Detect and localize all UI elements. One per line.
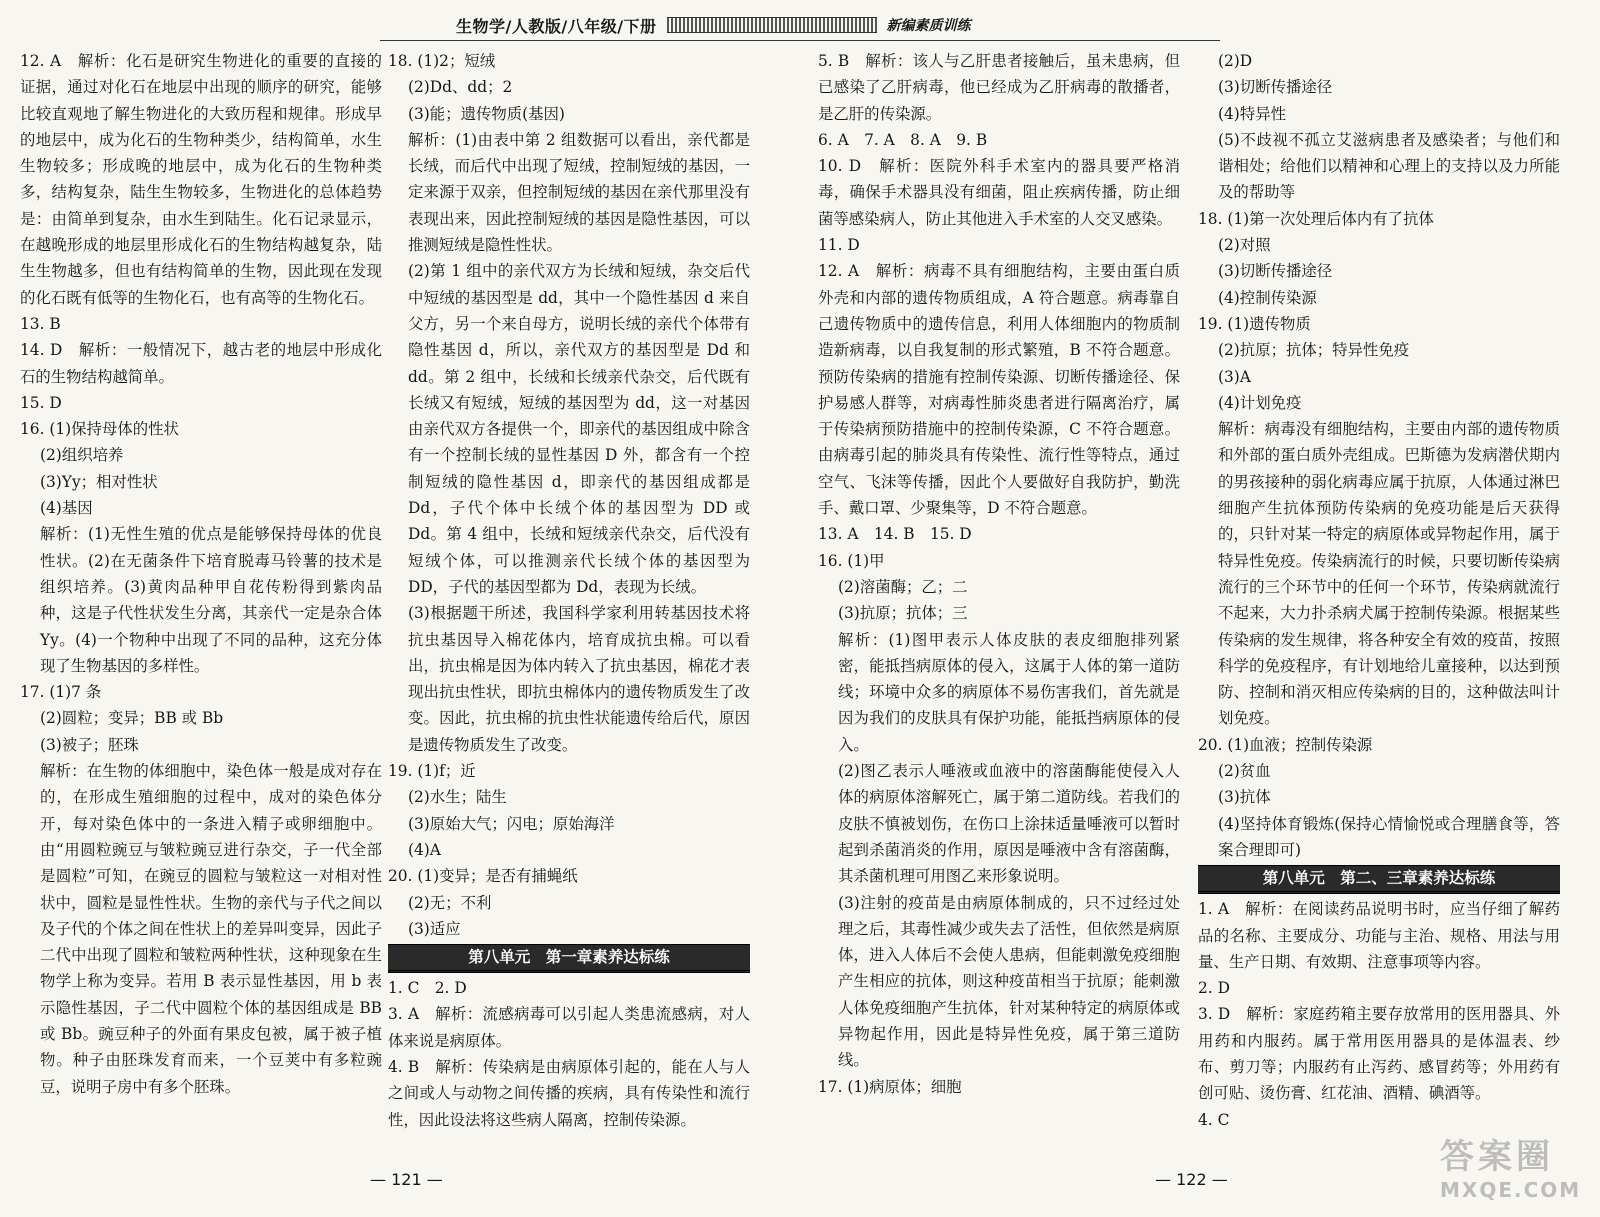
answer-line: 17. (1)7 条 bbox=[20, 683, 102, 702]
answer-line: 16. (1)甲 bbox=[818, 551, 885, 570]
column-3 bbox=[818, 48, 1180, 1100]
answer-line: 解析：(1)图甲表示人体皮肤的表皮细胞排列紧密，能抵挡病原体的侵入，这属于人体的第一道防线；环境中众多的病原体不易伤害我们，首先就是因为我们的皮肤具有保护功能，能抵挡病原体的侵入。 bbox=[838, 630, 1180, 754]
answer-line: 12. A 解析：化石是研究生物进化的重要的直接的证据，通过对化石在地层中出现的顺序的研究，能够比较直观地了解生物进化的大致历程和规律。形成早的地层中，成为化石的生物种类少，结构简单，水生生物较多；形成晚的地层中，成为化石的生物种类多，结构复杂，陆生生物较多，生物进化的总体趋势是：由简单到复杂，由水生到陆生。化石记录显示，在越晚形成的地层里形成化石的生物结构越复杂，陆生生物越多，但也有结构简单的生物，因此现在发现的化石既有低等的生物化石，也有高等的生物化石。 bbox=[20, 52, 382, 307]
answer-line: (2)水生；陆生 bbox=[408, 788, 507, 807]
answer-line: 19. (1)f；近 bbox=[388, 762, 476, 781]
answer-line: (3)原始大气；闪电；原始海洋 bbox=[408, 814, 615, 833]
answer-line: (3)根据题干所述，我国科学家利用转基因技术将抗虫基因导入棉花体内，培育成抗虫棉。可以看出，抗虫棉是因为体内转入了抗虫基因，棉花才表现出抗虫性状，即抗虫棉体内的遗传物质发生了改变。因此，抗虫棉的抗虫性状能遗传给后代，原因是遗传物质发生了改变。 bbox=[408, 604, 750, 754]
answer-line: 解析：病毒没有细胞结构，主要由内部的遗传物质和外部的蛋白质外壳组成。巴斯德为发病潜伏期内的男孩接种的弱化病毒应属于抗原，人体通过淋巴细胞产生抗体预防传染病的免疫功能是后天获得的，只针对某一特定的病原体或异物起作用，属于特异性免疫。传染病流行的时候，只要切断传染病流行的三个环节中的任何一个环节，传染病就流行不起来，大力扑杀病犬属于控制传染源。根据某些传染病的发生规律，将各种安全有效的疫苗，按照科学的免疫程序，有计划地给儿童接种，以达到预防、控制和消灭相应传染病的目的，这种做法叫计划免疫。 bbox=[1218, 420, 1560, 728]
answer-line: (2)无；不利 bbox=[408, 893, 492, 912]
answer-line: 4. C bbox=[1198, 1110, 1230, 1129]
answer-line: (4)计划免疫 bbox=[1218, 393, 1302, 412]
column-2 bbox=[388, 48, 750, 1133]
answer-line: (2)圆粒；变异；BB 或 Bb bbox=[40, 709, 224, 728]
answer-line: (2)图乙表示人唾液或血液中的溶菌酶能使侵入人体的病原体溶解死亡，属于第二道防线。若我们的皮肤不慎被划伤，在伤口上涂抹适量唾液可以暂时起到杀菌消炎的作用，原因是唾液中含有溶菌酶，其杀菌机理可用图乙来形象说明。 bbox=[838, 762, 1180, 886]
column-4 bbox=[1198, 48, 1560, 1133]
answer-line: 19. (1)遗传物质 bbox=[1198, 314, 1311, 333]
answer-line: 11. D bbox=[818, 236, 860, 255]
answer-line: (2)抗原；抗体；特异性免疫 bbox=[1218, 341, 1410, 360]
section-heading: 第八单元 第二、三章素养达标练 bbox=[1198, 865, 1560, 894]
watermark-logo bbox=[1440, 1129, 1590, 1209]
answer-line: (3)Yy；相对性状 bbox=[40, 472, 158, 491]
answer-line: (2)D bbox=[1218, 52, 1253, 70]
section-heading: 第八单元 第一章素养达标练 bbox=[388, 944, 750, 973]
answer-line: 2. D bbox=[1198, 979, 1230, 998]
answer-line: 5. B 解析：该人与乙肝患者接触后，虽未患病，但已感染了乙肝病毒，他已经成为乙肝病毒的散播者，是乙肝的传染源。 bbox=[818, 52, 1180, 123]
answer-line: 18. (1)第一次处理后体内有了抗体 bbox=[1198, 209, 1434, 228]
header-decoration bbox=[667, 17, 877, 33]
series-brand: 新编素质训练 bbox=[886, 18, 971, 34]
answer-line: 10. D 解析：医院外科手术室内的器具要严格消毒，确保手术器具没有细菌，阻止疾病传播，防止细菌等感染病人，防止其他进入手术室的人交叉感染。 bbox=[818, 157, 1180, 228]
answer-line: (4)坚持体育锻炼(保持心情愉悦或合理膳食等，答案合理即可) bbox=[1218, 814, 1560, 859]
answer-line: (3)切断传播途径 bbox=[1218, 262, 1333, 281]
answer-line: (3)被子；胚珠 bbox=[40, 735, 139, 754]
answer-line: (2)Dd、dd；2 bbox=[408, 78, 513, 97]
answer-line: (2)对照 bbox=[1218, 236, 1271, 255]
page-number-right: — 122 — bbox=[1155, 1170, 1228, 1189]
page-header bbox=[456, 12, 1066, 38]
answer-line: (2)溶菌酶；乙；二 bbox=[838, 577, 968, 596]
answer-line: (4)基因 bbox=[40, 499, 93, 518]
answer-line: 3. A 解析：流感病毒可以引起人类患流感病，对人体来说是病原体。 bbox=[388, 1005, 750, 1050]
answer-line: 13. A 14. B 15. D bbox=[818, 525, 972, 544]
answer-line: (3)切断传播途径 bbox=[1218, 78, 1333, 97]
answer-line: 解析：在生物的体细胞中，染色体一般是成对存在的，在形成生殖细胞的过程中，成对的染色体分开，每对染色体中的一条进入精子或卵细胞中。由“用圆粒豌豆与皱粒豌豆进行杂交，子一代全部是圆粒”可知，在豌豆的圆粒与皱粒这一对相对性状中，圆粒是显性性状。生物的亲代与子代之间以及子代的个体之间在性状上的差异叫变异，因此子二代中出现了圆粒和皱粒两种性状，这种现象在生物学上称为变异。若用 B 表示显性基因，用 b 表示隐性基因，子二代中圆粒个体的基因组成是 BB 或 Bb。豌豆种子的外面有果皮包被，属于被子植物。种子由胚珠发育而来，一个豆荚中有多粒豌豆，说明子房中有多个胚珠。 bbox=[40, 762, 382, 1096]
answer-line: 3. D 解析：家庭药箱主要存放常用的医用器具、外用药和内服药。属于常用医用器具的是体温表、纱布、剪刀等；内服药有止泻药、感冒药等；外用药有创可贴、烫伤膏、红花油、酒精、碘酒等。 bbox=[1198, 1005, 1560, 1103]
answer-line: 18. (1)2；短绒 bbox=[388, 52, 496, 70]
answer-line: (3)抗体 bbox=[1218, 788, 1271, 807]
book-title: 生物学/人教版/八年级/下册 bbox=[456, 16, 657, 36]
page-number-left: — 121 — bbox=[370, 1170, 443, 1189]
answer-line: 14. D 解析：一般情况下，越古老的地层中形成化石的生物结构越简单。 bbox=[20, 341, 382, 386]
answer-line: (3)适应 bbox=[408, 919, 461, 938]
answer-line: (3)A bbox=[1218, 367, 1251, 386]
answer-line: 4. B 解析：传染病是由病原体引起的，能在人与人之间或人与动物之间传播的疾病，具有传染性和流行性，因此设法将这些病人隔离，控制传染源。 bbox=[388, 1057, 750, 1129]
answer-line: 解析：(1)由表中第 2 组数据可以看出，亲代都是长绒，而后代中出现了短绒，控制短绒的基因，一定来源于双亲，但控制短绒的基因在亲代那里没有表现出来，因此控制短绒的基因是隐性基因，可以推测短绒是隐性性状。 bbox=[408, 130, 750, 255]
answer-line: 20. (1)变异；是否有捕蝇纸 bbox=[388, 867, 578, 886]
column-1 bbox=[20, 48, 382, 1100]
answer-line: (3)能；遗传物质(基因) bbox=[408, 104, 565, 123]
answer-line: (2)第 1 组中的亲代双方为长绒和短绒，杂交后代中短绒的基因型是 dd，其中一个隐性基因 d 来自父方，另一个来自母方，说明长绒的亲代个体带有隐性基因 d，所以，亲代双方的基因型是 Dd 和 dd。第 2 组中，长绒和长绒亲代杂交，后代既有长绒又有短绒，短绒的基因型为 dd，这一对基因由亲代双方各提供一个，即亲代的基因组成中除含有一个控制长绒的显性基因 D 外，都含有一个控制短绒的隐性基因 d，即亲代的基因组成都是 Dd，子代个体中长绒个体的基因型为 DD 或 Dd。第 4 组中，长绒和短绒亲代杂交，后代没有短绒个体，可以推测亲代长绒个体的基因型为 DD，子代的基因型都为 Dd，表现为长绒。 bbox=[408, 262, 750, 596]
answer-line: 解析：(1)无性生殖的优点是能够保持母体的优良性状。(2)在无菌条件下培育脱毒马铃薯的技术是组织培养。(3)黄肉品种甲自花传粉得到紫肉品种，这是子代性状发生分离，其亲代一定是杂合体 Yy。(4)一个物种中出现了不同的品种，这充分体现了生物基因的多样性。 bbox=[40, 525, 382, 675]
answer-line: (2)贫血 bbox=[1218, 762, 1271, 781]
watermark-logo-text: 答案圈 bbox=[1440, 1137, 1554, 1177]
answer-line: 12. A 解析：病毒不具有细胞结构，主要由蛋白质外壳和内部的遗传物质组成，A 符合题意。病毒靠自己遗传物质中的遗传信息，利用人体细胞内的物质制造新病毒，以自我复制的形式繁殖，B 不符合题意。预防传染病的措施有控制传染源、切断传播途径、保护易感人群等，对病毒性肺炎患者进行隔离治疗，属于传染病预防措施中的控制传染源，C 不符合题意。由病毒引起的肺炎具有传染性、流行性等特点，通过空气、飞沫等传播，因此个人要做好自我防护，勤洗手、戴口罩、少聚集等，D 不符合题意。 bbox=[818, 262, 1180, 518]
answer-line: (3)抗原；抗体；三 bbox=[838, 604, 968, 623]
answer-line: 6. A 7. A 8. A 9. B bbox=[818, 130, 988, 149]
answer-line: 16. (1)保持母体的性状 bbox=[20, 420, 179, 439]
answer-line: (4)特异性 bbox=[1218, 104, 1286, 123]
answer-line: 15. D bbox=[20, 393, 62, 412]
answer-line: (5)不歧视不孤立艾滋病患者及感染者；与他们和谐相处；给他们以精神和心理上的支持以及力所能及的帮助等 bbox=[1218, 130, 1560, 202]
answer-line: (4)控制传染源 bbox=[1218, 288, 1317, 307]
answer-line: 13. B bbox=[20, 314, 61, 333]
watermark-url: MXQE.COM bbox=[1440, 1178, 1582, 1202]
header-rule bbox=[380, 40, 1220, 41]
answer-line: 1. C 2. D bbox=[388, 979, 467, 998]
answer-line: (2)组织培养 bbox=[40, 446, 124, 465]
answer-line: 17. (1)病原体；细胞 bbox=[818, 1077, 962, 1096]
answer-line: 1. A 解析：在阅读药品说明书时，应当仔细了解药品的名称、主要成分、功能与主治、规格、用法与用量、生产日期、有效期、注意事项等内容。 bbox=[1198, 900, 1560, 971]
answer-line: (3)注射的疫苗是由病原体制成的，只不过经过处理之后，其毒性减少或失去了活性，但依然是病原体，进入人体后不会使人患病，但能刺激免疫细胞产生相应的抗体，则这种疫苗相当于抗原；能刺激人体免疫细胞产生抗体，针对某种特定的病原体或异物起作用，因此是特异性免疫，属于第三道防线。 bbox=[838, 893, 1180, 1070]
answer-line: (4)A bbox=[408, 840, 441, 859]
answer-line: 20. (1)血液；控制传染源 bbox=[1198, 735, 1373, 754]
